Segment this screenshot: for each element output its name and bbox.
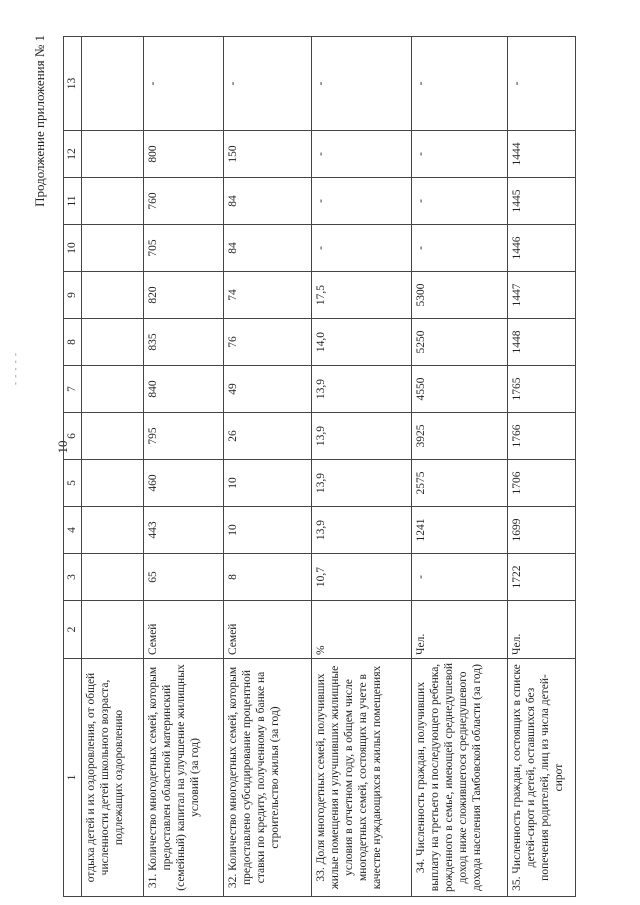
- unit-cell: Чел.: [412, 601, 508, 659]
- value-cell: 8: [224, 554, 312, 601]
- value-cell: -: [412, 131, 508, 178]
- value-cell: -: [508, 37, 576, 131]
- value-cell: 84: [224, 178, 312, 225]
- table-row: [144, 37, 224, 897]
- column-number-2: 2: [64, 601, 82, 659]
- value-cell: -: [224, 37, 312, 131]
- value-cell: 10: [224, 460, 312, 507]
- value-cell: 3925: [412, 413, 508, 460]
- appendix-caption: Продолжение приложения № 1: [32, 35, 47, 207]
- value-cell: 705: [144, 225, 224, 272]
- table-row: [82, 37, 144, 897]
- value-cell: -: [312, 131, 412, 178]
- value-cell: 4550: [412, 366, 508, 413]
- column-number-4: 4: [64, 507, 82, 554]
- table-row: [312, 37, 412, 897]
- value-cell: 1448: [508, 319, 576, 366]
- indicator-name: 32. Количество многодетных семей, которым предоставлено субсидирование процентной ставки по кредиту, полученному в банке на строительство жилья (за год): [224, 659, 312, 897]
- unit-cell: Семей: [144, 601, 224, 659]
- value-cell: 76: [224, 319, 312, 366]
- value-cell: 1445: [508, 178, 576, 225]
- value-cell: 1706: [508, 460, 576, 507]
- value-cell: 820: [144, 272, 224, 319]
- value-cell: 460: [144, 460, 224, 507]
- column-number-10: 10: [64, 225, 82, 272]
- value-cell: -: [312, 225, 412, 272]
- value-cell: 10,7: [312, 554, 412, 601]
- stray-mark: - - - - -: [10, 352, 20, 385]
- column-number-row: [64, 37, 82, 897]
- value-cell: [82, 366, 144, 413]
- value-cell: 84: [224, 225, 312, 272]
- value-cell: 26: [224, 413, 312, 460]
- value-cell: 1766: [508, 413, 576, 460]
- unit-cell: [82, 601, 144, 659]
- value-cell: [82, 460, 144, 507]
- value-cell: [82, 131, 144, 178]
- value-cell: 835: [144, 319, 224, 366]
- value-cell: 17,5: [312, 272, 412, 319]
- table-row: [224, 37, 312, 897]
- value-cell: 795: [144, 413, 224, 460]
- value-cell: [82, 319, 144, 366]
- value-cell: 5250: [412, 319, 508, 366]
- column-number-13: 13: [64, 37, 82, 131]
- value-cell: [82, 225, 144, 272]
- value-cell: 13,9: [312, 366, 412, 413]
- value-cell: 443: [144, 507, 224, 554]
- indicator-name: отдыха детей и их оздоровления, от общей численности детей школьного возраста, подлежащих оздоровлению: [82, 659, 144, 897]
- column-number-8: 8: [64, 319, 82, 366]
- value-cell: 1722: [508, 554, 576, 601]
- value-cell: [82, 37, 144, 131]
- data-table: [63, 36, 576, 897]
- value-cell: 14,0: [312, 319, 412, 366]
- column-number-11: 11: [64, 178, 82, 225]
- indicator-name: 33. Доля многодетных семей, получивших жилые помещения и улучшивших жилищные условия в отчетном году, в общем числе многодетных семей, состоящих на учете в качестве нуждающихся в жилых помещениях: [312, 659, 412, 897]
- column-number-12: 12: [64, 131, 82, 178]
- value-cell: 13,9: [312, 460, 412, 507]
- value-cell: 1241: [412, 507, 508, 554]
- value-cell: 74: [224, 272, 312, 319]
- value-cell: -: [412, 225, 508, 272]
- value-cell: -: [412, 37, 508, 131]
- value-cell: 1699: [508, 507, 576, 554]
- value-cell: 150: [224, 131, 312, 178]
- indicator-name: 34. Численность граждан, получивших выплату на третьего и последующего ребенка, рожденного в семье, имеющей среднедушевой доход ниже сложившегося среднедушевого дохода населения Тамбовской области (за год): [412, 659, 508, 897]
- value-cell: [82, 554, 144, 601]
- value-cell: [82, 178, 144, 225]
- value-cell: 1765: [508, 366, 576, 413]
- value-cell: [82, 507, 144, 554]
- indicator-name: 35. Численность граждан, состоящих в списке детей-сирот и детей, оставшихся без попечения родителей, лиц из числа детей-сирот: [508, 659, 576, 897]
- value-cell: 49: [224, 366, 312, 413]
- unit-cell: Семей: [224, 601, 312, 659]
- value-cell: 1444: [508, 131, 576, 178]
- column-number-9: 9: [64, 272, 82, 319]
- value-cell: -: [144, 37, 224, 131]
- value-cell: 10: [224, 507, 312, 554]
- table-row: [412, 37, 508, 897]
- value-cell: -: [412, 178, 508, 225]
- value-cell: 13,9: [312, 507, 412, 554]
- column-number-5: 5: [64, 460, 82, 507]
- unit-cell: %: [312, 601, 412, 659]
- value-cell: 2575: [412, 460, 508, 507]
- value-cell: [82, 272, 144, 319]
- column-number-1: 1: [64, 659, 82, 897]
- value-cell: 1447: [508, 272, 576, 319]
- table-row: [508, 37, 576, 897]
- value-cell: -: [312, 178, 412, 225]
- column-number-7: 7: [64, 366, 82, 413]
- value-cell: -: [412, 554, 508, 601]
- value-cell: 800: [144, 131, 224, 178]
- value-cell: 65: [144, 554, 224, 601]
- indicator-name: 31. Количество многодетных семей, которым предоставлен областной материнский (семейный) капитал на улучшение жилищных условий (за год): [144, 659, 224, 897]
- column-number-6: 6: [64, 413, 82, 460]
- value-cell: 840: [144, 366, 224, 413]
- value-cell: 13,9: [312, 413, 412, 460]
- page-number: 10: [55, 440, 70, 454]
- value-cell: -: [312, 37, 412, 131]
- value-cell: 760: [144, 178, 224, 225]
- value-cell: [82, 413, 144, 460]
- unit-cell: Чел.: [508, 601, 576, 659]
- value-cell: 1446: [508, 225, 576, 272]
- column-number-3: 3: [64, 554, 82, 601]
- value-cell: 5300: [412, 272, 508, 319]
